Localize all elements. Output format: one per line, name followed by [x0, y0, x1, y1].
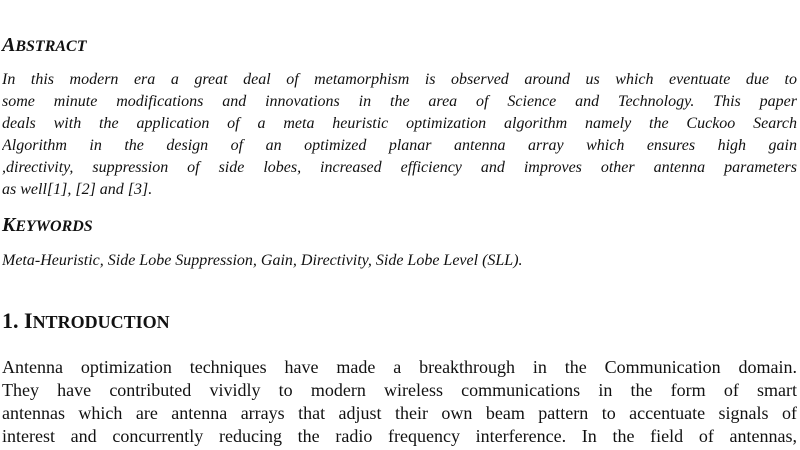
- abstract-heading: [2, 34, 86, 57]
- abstract-body: [2, 69, 797, 201]
- abstract-line: deals with the application of a meta heuristic optimization algorithm namely the Cuckoo Search: [2, 115, 797, 132]
- introduction-heading-rest: NTRODUCTION: [32, 312, 170, 332]
- abstract-line: as well[1], [2] and [3].: [2, 181, 153, 198]
- keywords-heading-rest: EYWORDS: [15, 218, 93, 235]
- abstract-line: In this modern era a great deal of metamorphism is observed around us which eventuate due to: [2, 71, 797, 88]
- abstract-heading-rest: BSTRACT: [15, 38, 87, 55]
- introduction-heading-cap: I: [24, 308, 33, 333]
- keywords-body: [2, 250, 797, 272]
- introduction-line: interest and concurrently reducing the radio frequency interference. In the field of antennas,: [2, 426, 797, 446]
- introduction-body: [2, 356, 797, 448]
- abstract-line: some minute modifications and innovations in the area of Science and Technology. This paper: [2, 93, 797, 110]
- abstract-heading-cap: A: [2, 34, 16, 56]
- keywords-heading-cap: K: [2, 214, 16, 236]
- introduction-line: They have contributed vividly to modern wireless communications in the form of smart: [2, 380, 797, 400]
- keywords-heading: [2, 214, 93, 237]
- introduction-line: antennas which are antenna arrays that adjust their own beam pattern to accentuate signals of: [2, 403, 797, 423]
- abstract-line: ,directivity, suppression of side lobes, increased efficiency and improves other antenna parameters: [2, 159, 797, 176]
- introduction-line: Antenna optimization techniques have made a breakthrough in the Communication domain.: [2, 357, 797, 377]
- introduction-heading-number: 1.: [2, 308, 24, 333]
- keywords-line: Meta-Heuristic, Side Lobe Suppression, Gain, Directivity, Side Lobe Level (SLL).: [2, 252, 523, 269]
- introduction-heading: [2, 308, 170, 334]
- abstract-line: Algorithm in the design of an optimized planar antenna array which ensures high gain: [2, 137, 797, 154]
